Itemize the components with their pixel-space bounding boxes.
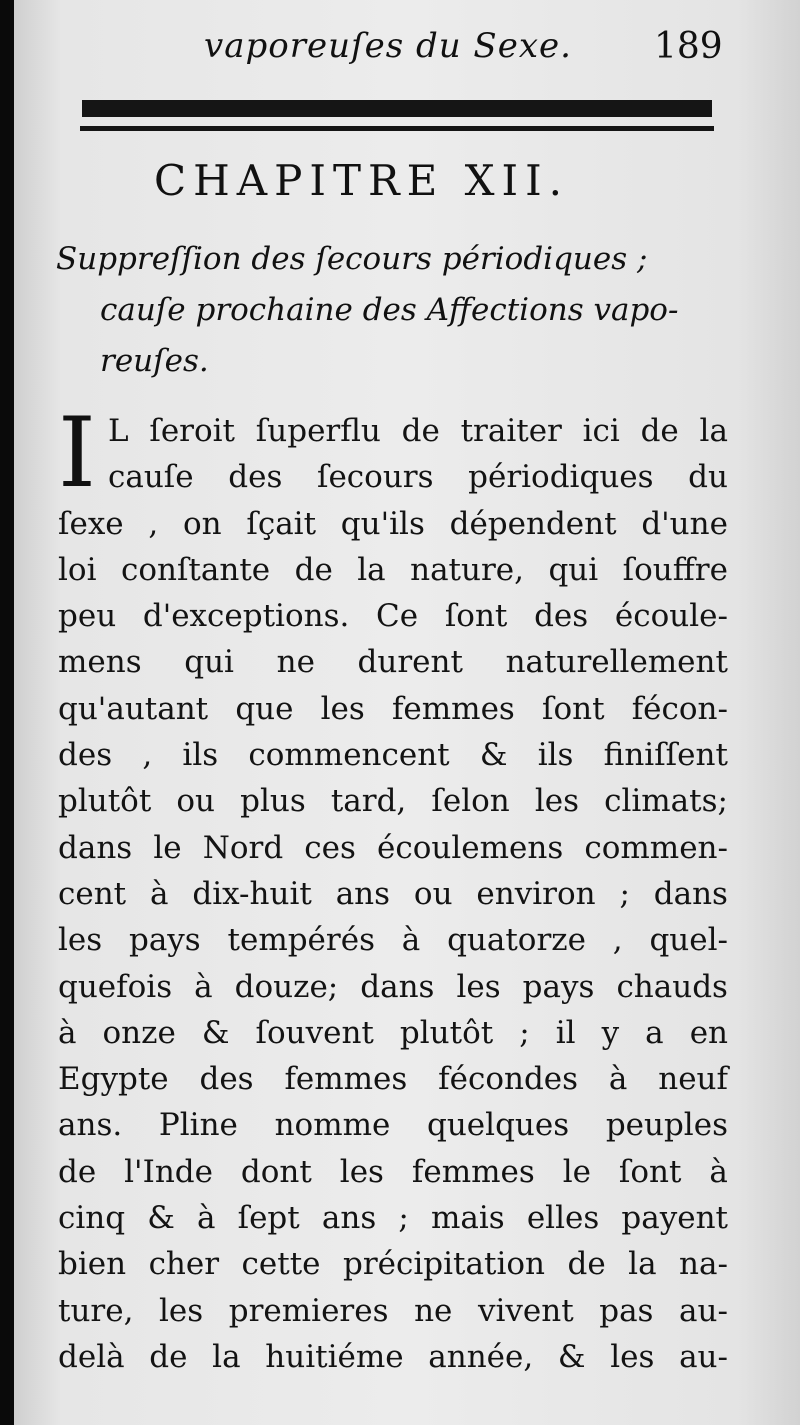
text-line xyxy=(58,871,728,917)
word: ; xyxy=(519,1014,530,1051)
subtitle-line: Suppreſſion des ſecours périodiques ; xyxy=(56,241,648,277)
word: , xyxy=(148,505,159,542)
word: cher xyxy=(148,1246,220,1283)
word: ici xyxy=(582,413,620,449)
text-line xyxy=(58,1195,728,1241)
word: plutôt xyxy=(58,783,152,820)
running-title: vaporeuſes du Sexe. xyxy=(204,26,572,66)
word: environ xyxy=(476,875,596,912)
word: commencent xyxy=(248,737,450,774)
word: précipitation xyxy=(343,1246,545,1283)
word: chauds xyxy=(616,968,728,1005)
word: des xyxy=(534,598,589,635)
word: à xyxy=(150,875,169,912)
word: ſept xyxy=(237,1200,300,1237)
word: Egypte xyxy=(58,1061,169,1098)
text-line xyxy=(58,1149,728,1195)
word: de xyxy=(567,1246,606,1283)
word: la xyxy=(357,551,386,588)
word: de xyxy=(640,413,679,449)
word: ſexe xyxy=(58,505,124,542)
word: de xyxy=(58,1153,97,1190)
word: des xyxy=(58,737,113,774)
word: ſçait xyxy=(246,505,317,542)
word: la xyxy=(212,1338,241,1375)
word: ans xyxy=(321,1200,377,1237)
word: & xyxy=(557,1338,586,1375)
word: de xyxy=(294,551,333,588)
word: femmes xyxy=(391,690,515,727)
subtitle-line: cauſe prochaine des Affections vapo- xyxy=(100,292,679,328)
word: tempérés xyxy=(227,922,375,959)
word: les xyxy=(58,922,103,959)
word: Nord xyxy=(202,829,284,866)
word: dans xyxy=(653,875,728,912)
word: à xyxy=(194,968,213,1005)
word: ne xyxy=(414,1292,453,1329)
word: qu'ils xyxy=(340,505,425,542)
word: L xyxy=(108,413,129,449)
word: d'exceptions. xyxy=(142,598,350,635)
word: la xyxy=(699,413,728,449)
word: ils xyxy=(182,737,219,774)
word: quel- xyxy=(649,922,728,959)
text-line xyxy=(58,964,728,1010)
word: du xyxy=(688,459,728,496)
word: ; xyxy=(619,875,630,912)
word: qui xyxy=(184,644,234,681)
word: & xyxy=(147,1200,175,1237)
word: mens xyxy=(58,644,142,681)
text-line xyxy=(58,454,728,500)
word: onze xyxy=(102,1014,176,1051)
word: l'Inde xyxy=(124,1153,213,1190)
word: écoule- xyxy=(614,598,728,635)
word: il xyxy=(555,1014,576,1051)
word: , xyxy=(612,922,623,959)
word: écoulemens xyxy=(377,829,564,866)
word: elles xyxy=(526,1200,600,1237)
word: ces xyxy=(304,829,356,866)
word: à xyxy=(58,1014,77,1051)
word: plutôt xyxy=(399,1014,494,1051)
word: qu'autant xyxy=(58,690,209,727)
word: huitiéme xyxy=(265,1338,404,1375)
word: quefois xyxy=(58,968,173,1005)
drop-cap: I xyxy=(58,397,96,509)
word: ſont xyxy=(618,1153,682,1190)
word: pays xyxy=(128,922,201,959)
word: à xyxy=(196,1200,216,1237)
word: ou xyxy=(413,875,453,912)
word: la xyxy=(628,1246,657,1283)
text-line xyxy=(58,1241,728,1287)
word: tard, xyxy=(330,783,407,820)
word: à xyxy=(709,1153,728,1190)
subtitle-line: reuſes. xyxy=(100,343,209,379)
word: à xyxy=(608,1061,628,1098)
word: dont xyxy=(240,1153,312,1190)
word: au- xyxy=(679,1338,728,1375)
word: fécondes xyxy=(438,1061,579,1098)
word: delà xyxy=(58,1338,125,1375)
word: cette xyxy=(241,1246,321,1283)
text-line xyxy=(58,1056,728,1102)
page-number: 189 xyxy=(654,26,723,67)
word: ans xyxy=(335,875,391,912)
word: ſont xyxy=(541,690,605,727)
word: de xyxy=(149,1338,188,1375)
word: & xyxy=(479,737,508,774)
word: traiter xyxy=(460,413,562,449)
text-line xyxy=(58,408,728,454)
word: des xyxy=(228,459,283,496)
word: peu xyxy=(58,598,117,635)
word: des xyxy=(199,1061,254,1098)
body-text xyxy=(58,397,728,1380)
word: ſuperflu xyxy=(255,413,381,449)
word: y xyxy=(601,1014,620,1051)
word: cent xyxy=(58,875,127,912)
word: & xyxy=(201,1014,230,1051)
word: na- xyxy=(679,1246,728,1283)
word: ſelon xyxy=(431,783,510,820)
word: conſtante xyxy=(120,551,271,588)
word: ou xyxy=(176,783,216,820)
word: neuf xyxy=(658,1061,728,1098)
word: a xyxy=(645,1014,664,1051)
word: douze; xyxy=(234,968,339,1005)
word: le xyxy=(562,1153,591,1190)
word: climats; xyxy=(604,783,728,820)
word: nomme xyxy=(274,1107,391,1144)
word: Ce xyxy=(376,598,419,635)
word: ſouvent xyxy=(255,1014,374,1051)
word: cinq xyxy=(58,1200,126,1237)
word: on xyxy=(182,505,222,542)
word: , xyxy=(142,737,153,774)
chapter-heading: CHAPITRE XII. xyxy=(154,156,570,205)
word: bien xyxy=(58,1246,127,1283)
word: les xyxy=(159,1292,204,1329)
word: les xyxy=(610,1338,655,1375)
text-line xyxy=(58,778,728,824)
word: pas xyxy=(599,1292,654,1329)
ornamental-rule-thick xyxy=(82,100,712,117)
word: dans xyxy=(360,968,435,1005)
word: durent xyxy=(357,644,463,681)
word: année, xyxy=(428,1338,534,1375)
word: femmes xyxy=(284,1061,408,1098)
word: fécon- xyxy=(631,690,728,727)
word: vivent xyxy=(477,1292,574,1329)
word: quatorze xyxy=(447,922,586,959)
word: que xyxy=(235,690,294,727)
word: premieres xyxy=(228,1292,389,1329)
word: dix-huit xyxy=(192,875,312,912)
text-line xyxy=(58,1334,728,1380)
word: payent xyxy=(621,1200,728,1237)
word: ; xyxy=(398,1200,409,1237)
book-page xyxy=(14,0,800,1425)
word: quelques xyxy=(427,1107,570,1144)
word: les xyxy=(339,1153,384,1190)
word: au- xyxy=(679,1292,728,1329)
word: qui xyxy=(548,551,599,588)
text-line xyxy=(58,639,728,685)
word: de xyxy=(401,413,440,449)
text-line xyxy=(58,1288,728,1334)
word: nature, xyxy=(410,551,524,588)
word: ſecours xyxy=(316,459,434,496)
text-line xyxy=(58,1010,728,1056)
word: commen- xyxy=(584,829,728,866)
word: finiſſent xyxy=(603,737,728,774)
word: loi xyxy=(58,551,97,588)
word: les xyxy=(534,783,579,820)
text-line xyxy=(58,501,728,547)
word: les xyxy=(320,690,365,727)
word: naturellement xyxy=(505,644,728,681)
word: ſont xyxy=(444,598,508,635)
word: le xyxy=(153,829,182,866)
word: peuples xyxy=(605,1107,728,1144)
word: périodiques xyxy=(468,459,654,496)
word: pays xyxy=(522,968,595,1005)
word: mais xyxy=(430,1200,505,1237)
text-line xyxy=(58,686,728,732)
word: plus xyxy=(240,783,306,820)
text-line xyxy=(58,547,728,593)
word: dépendent xyxy=(449,505,617,542)
word: en xyxy=(689,1014,728,1051)
word: ture, xyxy=(58,1292,134,1329)
word: les xyxy=(456,968,501,1005)
word: ans. xyxy=(58,1107,123,1144)
ornamental-rule-thin xyxy=(80,126,714,131)
text-line xyxy=(58,1102,728,1148)
word: à xyxy=(401,922,421,959)
chapter-subtitle xyxy=(56,234,736,387)
word: ſouffre xyxy=(622,551,728,588)
word: femmes xyxy=(411,1153,535,1190)
word: ſeroit xyxy=(149,413,236,449)
word: dans xyxy=(58,829,133,866)
text-line xyxy=(58,593,728,639)
word: cauſe xyxy=(108,459,194,496)
word: d'une xyxy=(641,505,728,542)
word: ils xyxy=(537,737,574,774)
word: ne xyxy=(276,644,315,681)
text-line xyxy=(58,732,728,778)
word: Pline xyxy=(158,1107,238,1144)
text-line xyxy=(58,917,728,963)
text-line xyxy=(58,825,728,871)
